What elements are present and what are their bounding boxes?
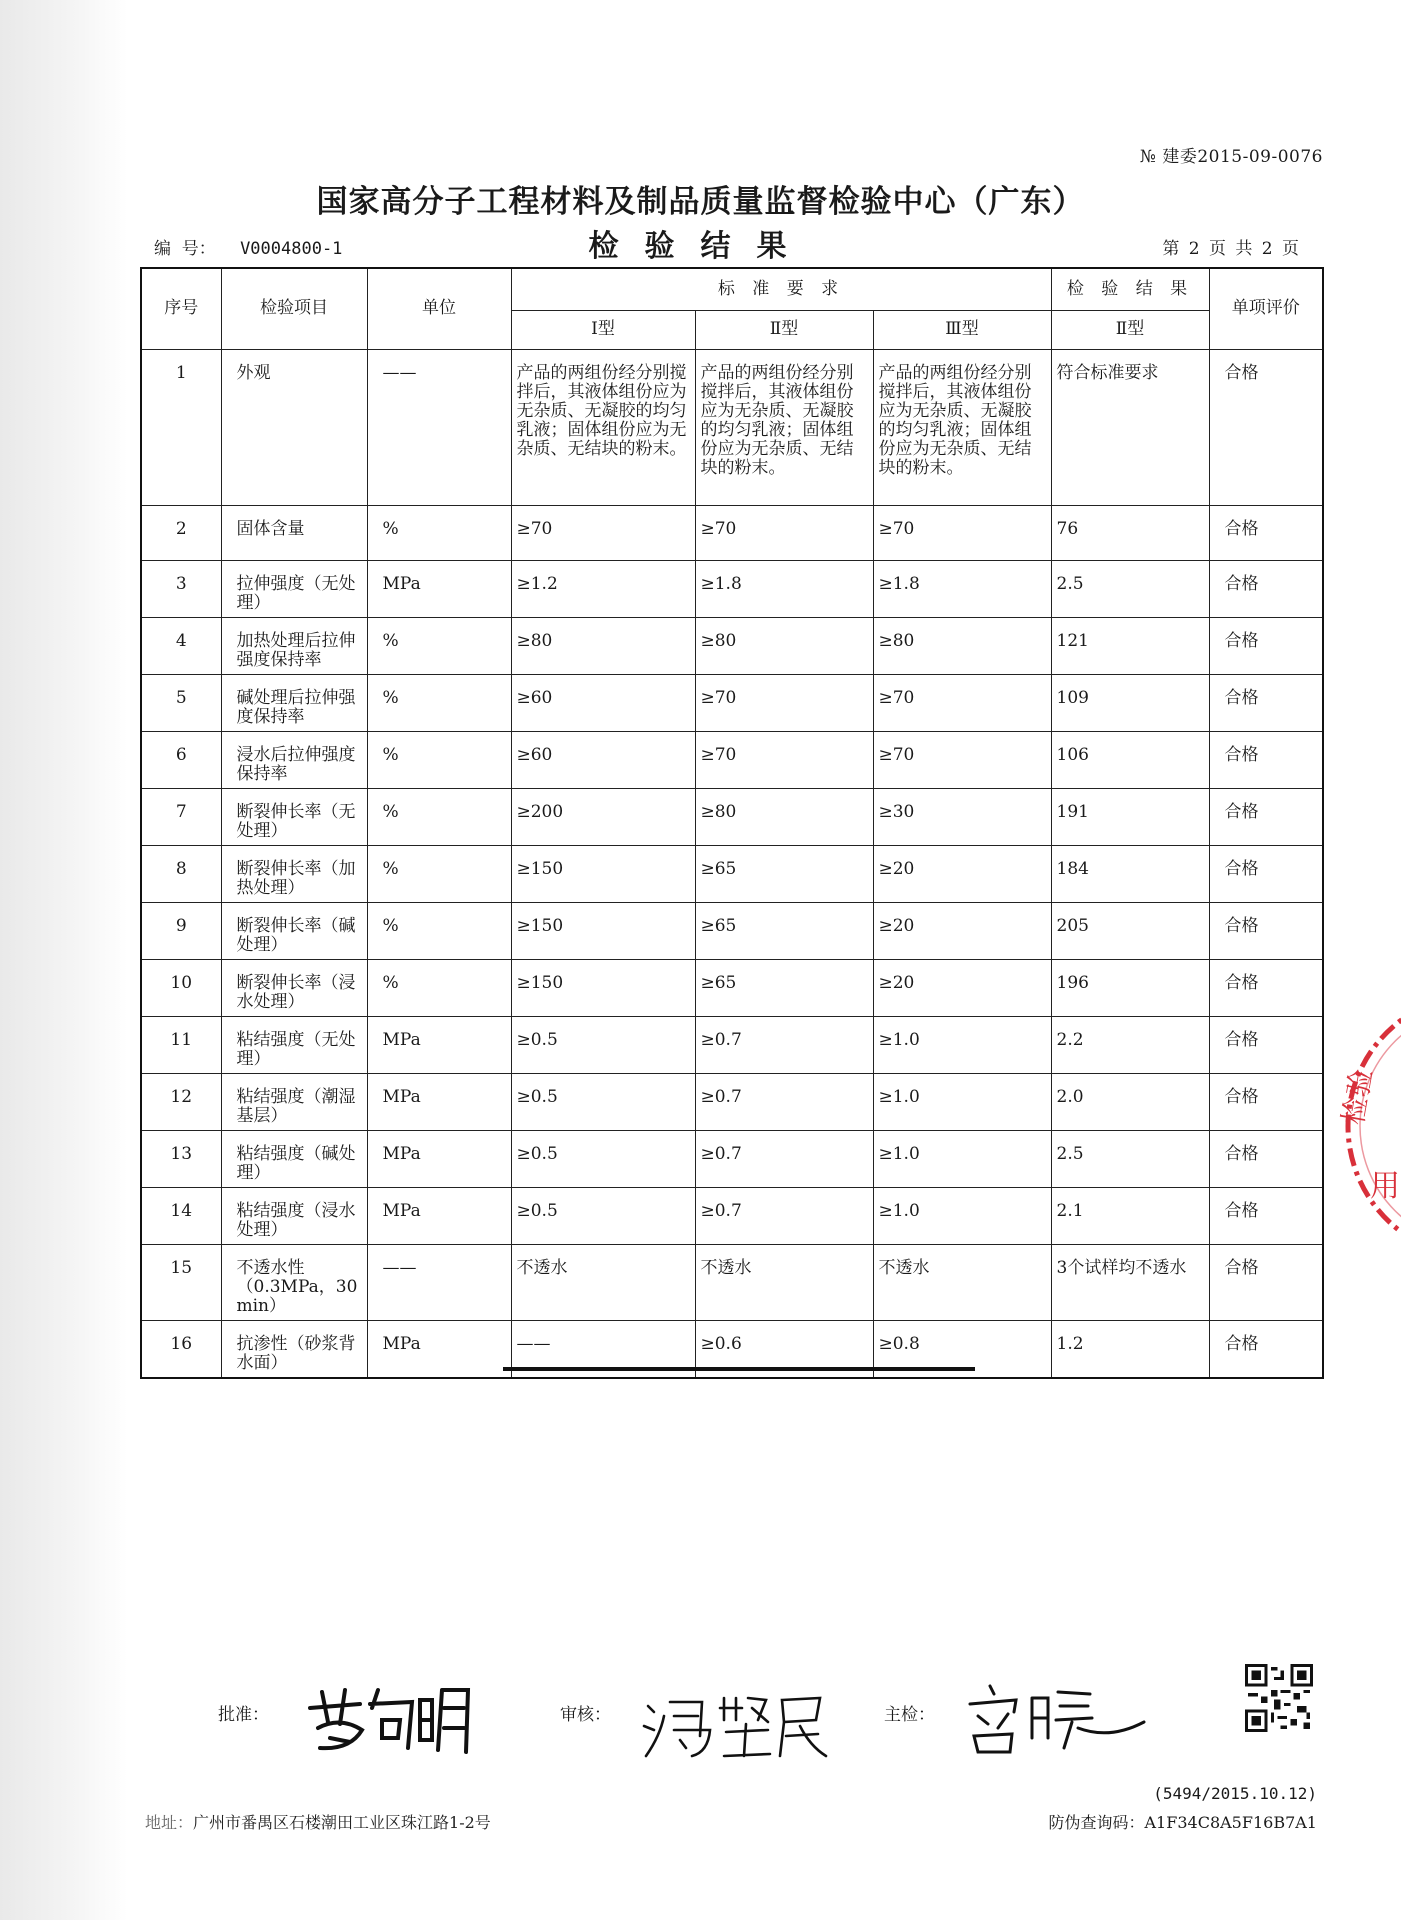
table-row	[141, 845, 1323, 902]
row-seq: 12	[141, 1073, 221, 1130]
row-verdict: 合格	[1209, 788, 1323, 845]
table-row	[141, 617, 1323, 674]
row-type3: ≥30	[873, 788, 1051, 845]
row-unit: MPa	[367, 1073, 511, 1130]
row-result: 2.5	[1051, 1130, 1209, 1187]
scan-shadow	[0, 0, 128, 1920]
row-type3: ≥70	[873, 731, 1051, 788]
header-type2: Ⅱ型	[695, 310, 873, 349]
row-result: 2.2	[1051, 1016, 1209, 1073]
row-type2: ≥0.6	[695, 1320, 873, 1378]
row-verdict: 合格	[1209, 1130, 1323, 1187]
table-row	[141, 1244, 1323, 1320]
row-unit: %	[367, 959, 511, 1016]
row-unit: %	[367, 617, 511, 674]
row-result: 3个试样均不透水	[1051, 1244, 1209, 1320]
row-type3: ≥1.0	[873, 1073, 1051, 1130]
row-verdict: 合格	[1209, 617, 1323, 674]
table-row	[141, 1016, 1323, 1073]
row-verdict: 合格	[1209, 674, 1323, 731]
row-type1: ≥60	[511, 731, 695, 788]
row-result: 符合标准要求	[1051, 349, 1209, 505]
row-type3: ≥80	[873, 617, 1051, 674]
row-type1: ≥1.2	[511, 560, 695, 617]
row-seq: 10	[141, 959, 221, 1016]
row-unit: %	[367, 731, 511, 788]
row-seq: 13	[141, 1130, 221, 1187]
table-row	[141, 788, 1323, 845]
row-result: 76	[1051, 505, 1209, 560]
table-row	[141, 674, 1323, 731]
row-type3: ≥70	[873, 674, 1051, 731]
row-unit: MPa	[367, 1320, 511, 1378]
row-type2: ≥0.7	[695, 1130, 873, 1187]
row-type1: ≥0.5	[511, 1187, 695, 1244]
row-verdict: 合格	[1209, 731, 1323, 788]
header-type1: Ⅰ型	[511, 310, 695, 349]
table-row	[141, 505, 1323, 560]
row-type3: ≥20	[873, 959, 1051, 1016]
row-result: 205	[1051, 902, 1209, 959]
table-row	[141, 731, 1323, 788]
row-item: 拉伸强度（无处理）	[221, 560, 367, 617]
header-result: 检 验 结 果	[1051, 268, 1209, 310]
footer-address-label: 地址：	[145, 1813, 194, 1832]
row-type2: 产品的两组份经分别搅拌后，其液体组份应为无杂质、无凝胶的均匀乳液；固体组份应为无杂质、无结块的粉末。	[695, 349, 873, 505]
row-seq: 5	[141, 674, 221, 731]
qr-code	[1245, 1664, 1313, 1732]
row-unit: ——	[367, 349, 511, 505]
row-type3: ≥20	[873, 845, 1051, 902]
row-verdict: 合格	[1209, 505, 1323, 560]
row-type3: ≥20	[873, 902, 1051, 959]
row-type2: ≥80	[695, 788, 873, 845]
footer-code: (5494/2015.10.12)	[1153, 1784, 1317, 1803]
row-verdict: 合格	[1209, 349, 1323, 505]
row-type1: ≥80	[511, 617, 695, 674]
row-item: 断裂伸长率（无处理）	[221, 788, 367, 845]
row-type3: ≥0.8	[873, 1320, 1051, 1378]
row-type1: 产品的两组份经分别搅拌后，其液体组份应为无杂质、无凝胶的均匀乳液；固体组份应为无杂质、无结块的粉末。	[511, 349, 695, 505]
row-seq: 1	[141, 349, 221, 505]
approve-label: 批准：	[218, 1705, 269, 1725]
row-item: 加热处理后拉伸强度保持率	[221, 617, 367, 674]
certificate-number: № 建委2015-09-0076	[1139, 147, 1323, 167]
row-verdict: 合格	[1209, 845, 1323, 902]
row-seq: 9	[141, 902, 221, 959]
row-result: 106	[1051, 731, 1209, 788]
row-type1: ≥0.5	[511, 1130, 695, 1187]
row-verdict: 合格	[1209, 1016, 1323, 1073]
document-subtitle: 检验结果	[588, 229, 813, 264]
row-type1: ≥70	[511, 505, 695, 560]
row-type1: ≥0.5	[511, 1016, 695, 1073]
row-result: 2.5	[1051, 560, 1209, 617]
row-result: 1.2	[1051, 1320, 1209, 1378]
row-type1: ≥150	[511, 845, 695, 902]
header-standard: 标 准 要 求	[511, 268, 1051, 310]
row-verdict: 合格	[1209, 560, 1323, 617]
row-type2: ≥80	[695, 617, 873, 674]
table-row	[141, 902, 1323, 959]
row-item: 断裂伸长率（碱处理）	[221, 902, 367, 959]
row-seq: 3	[141, 560, 221, 617]
footer-address	[145, 1810, 491, 1833]
row-unit: MPa	[367, 1130, 511, 1187]
row-unit: MPa	[367, 560, 511, 617]
row-verdict: 合格	[1209, 1244, 1323, 1320]
row-unit: %	[367, 674, 511, 731]
table-row	[141, 959, 1323, 1016]
row-result: 184	[1051, 845, 1209, 902]
row-unit: ——	[367, 1244, 511, 1320]
results-table-body	[141, 349, 1323, 1378]
row-type2: ≥65	[695, 902, 873, 959]
page-info: 第 2 页 共 2 页	[1162, 239, 1299, 259]
row-type3: ≥70	[873, 505, 1051, 560]
row-result: 2.1	[1051, 1187, 1209, 1244]
row-result: 196	[1051, 959, 1209, 1016]
row-verdict: 合格	[1209, 1187, 1323, 1244]
report-number-value: V0004800-1	[240, 239, 343, 259]
review-signature	[640, 1686, 830, 1762]
row-type2: 不透水	[695, 1244, 873, 1320]
row-type1: ≥150	[511, 902, 695, 959]
row-unit: MPa	[367, 1016, 511, 1073]
svg-text:用: 用	[1370, 1169, 1400, 1204]
row-type3: 不透水	[873, 1244, 1051, 1320]
report-number	[154, 234, 342, 259]
row-item: 粘结强度（碱处理）	[221, 1130, 367, 1187]
row-type2: ≥65	[695, 845, 873, 902]
row-seq: 15	[141, 1244, 221, 1320]
header-verdict: 单项评价	[1209, 268, 1323, 349]
row-unit: MPa	[367, 1187, 511, 1244]
row-item: 断裂伸长率（加热处理）	[221, 845, 367, 902]
header-seq: 序号	[141, 268, 221, 349]
row-item: 固体含量	[221, 505, 367, 560]
row-seq: 4	[141, 617, 221, 674]
svg-text:检验: 检验	[1336, 1066, 1379, 1128]
approve-signature	[300, 1678, 480, 1758]
row-item: 粘结强度（无处理）	[221, 1016, 367, 1073]
footer-address-value: 广州市番禺区石楼潮田工业区珠江路1-2号	[193, 1813, 491, 1832]
table-end-rule	[503, 1367, 975, 1371]
row-item: 抗渗性（砂浆背水面）	[221, 1320, 367, 1378]
row-result: 2.0	[1051, 1073, 1209, 1130]
header-result-type: Ⅱ型	[1051, 310, 1209, 349]
row-seq: 6	[141, 731, 221, 788]
row-type1: ≥200	[511, 788, 695, 845]
row-item: 粘结强度（潮湿基层）	[221, 1073, 367, 1130]
row-type2: ≥0.7	[695, 1073, 873, 1130]
row-item: 断裂伸长率（浸水处理）	[221, 959, 367, 1016]
row-seq: 7	[141, 788, 221, 845]
row-unit: %	[367, 788, 511, 845]
row-unit: %	[367, 845, 511, 902]
row-seq: 11	[141, 1016, 221, 1073]
review-label: 审核：	[560, 1705, 611, 1725]
row-result: 191	[1051, 788, 1209, 845]
row-unit: %	[367, 902, 511, 959]
row-item: 粘结强度（浸水处理）	[221, 1187, 367, 1244]
row-type1: ≥150	[511, 959, 695, 1016]
table-row	[141, 560, 1323, 617]
row-type2: ≥65	[695, 959, 873, 1016]
row-item: 浸水后拉伸强度保持率	[221, 731, 367, 788]
table-row	[141, 1130, 1323, 1187]
row-type1: ≥0.5	[511, 1073, 695, 1130]
row-type2: ≥1.8	[695, 560, 873, 617]
row-seq: 8	[141, 845, 221, 902]
row-item: 不透水性（0.3MPa，30 min）	[221, 1244, 367, 1320]
row-type2: ≥70	[695, 505, 873, 560]
row-type1: ——	[511, 1320, 695, 1378]
row-type2: ≥70	[695, 731, 873, 788]
footer-verify-code: 防伪查询码：A1F34C8A5F16B7A1	[1048, 1813, 1317, 1832]
row-seq: 2	[141, 505, 221, 560]
results-table	[140, 267, 1324, 1379]
inspect-label: 主检：	[884, 1705, 935, 1725]
row-type3: ≥1.0	[873, 1130, 1051, 1187]
row-item: 外观	[221, 349, 367, 505]
document-title: 国家高分子工程材料及制品质量监督检验中心（广东）	[316, 184, 1085, 220]
row-type3: ≥1.0	[873, 1016, 1051, 1073]
row-unit: %	[367, 505, 511, 560]
row-verdict: 合格	[1209, 1073, 1323, 1130]
row-verdict: 合格	[1209, 902, 1323, 959]
row-type2: ≥70	[695, 674, 873, 731]
row-result: 109	[1051, 674, 1209, 731]
row-type1: ≥60	[511, 674, 695, 731]
table-row	[141, 1187, 1323, 1244]
row-type1: 不透水	[511, 1244, 695, 1320]
row-type3: 产品的两组份经分别搅拌后，其液体组份应为无杂质、无凝胶的均匀乳液；固体组份应为无杂质、无结块的粉末。	[873, 349, 1051, 505]
row-verdict: 合格	[1209, 1320, 1323, 1378]
header-unit: 单位	[367, 268, 511, 349]
red-seal-stamp	[1330, 976, 1401, 1276]
row-type2: ≥0.7	[695, 1016, 873, 1073]
row-seq: 16	[141, 1320, 221, 1378]
row-result: 121	[1051, 617, 1209, 674]
row-type2: ≥0.7	[695, 1187, 873, 1244]
row-verdict: 合格	[1209, 959, 1323, 1016]
table-row	[141, 1073, 1323, 1130]
table-row	[141, 349, 1323, 505]
row-type3: ≥1.8	[873, 560, 1051, 617]
inspect-signature	[960, 1678, 1150, 1758]
header-item: 检验项目	[221, 268, 367, 349]
row-seq: 14	[141, 1187, 221, 1244]
row-item: 碱处理后拉伸强度保持率	[221, 674, 367, 731]
report-number-label: 编 号：	[154, 239, 216, 259]
header-type3: Ⅲ型	[873, 310, 1051, 349]
row-type3: ≥1.0	[873, 1187, 1051, 1244]
